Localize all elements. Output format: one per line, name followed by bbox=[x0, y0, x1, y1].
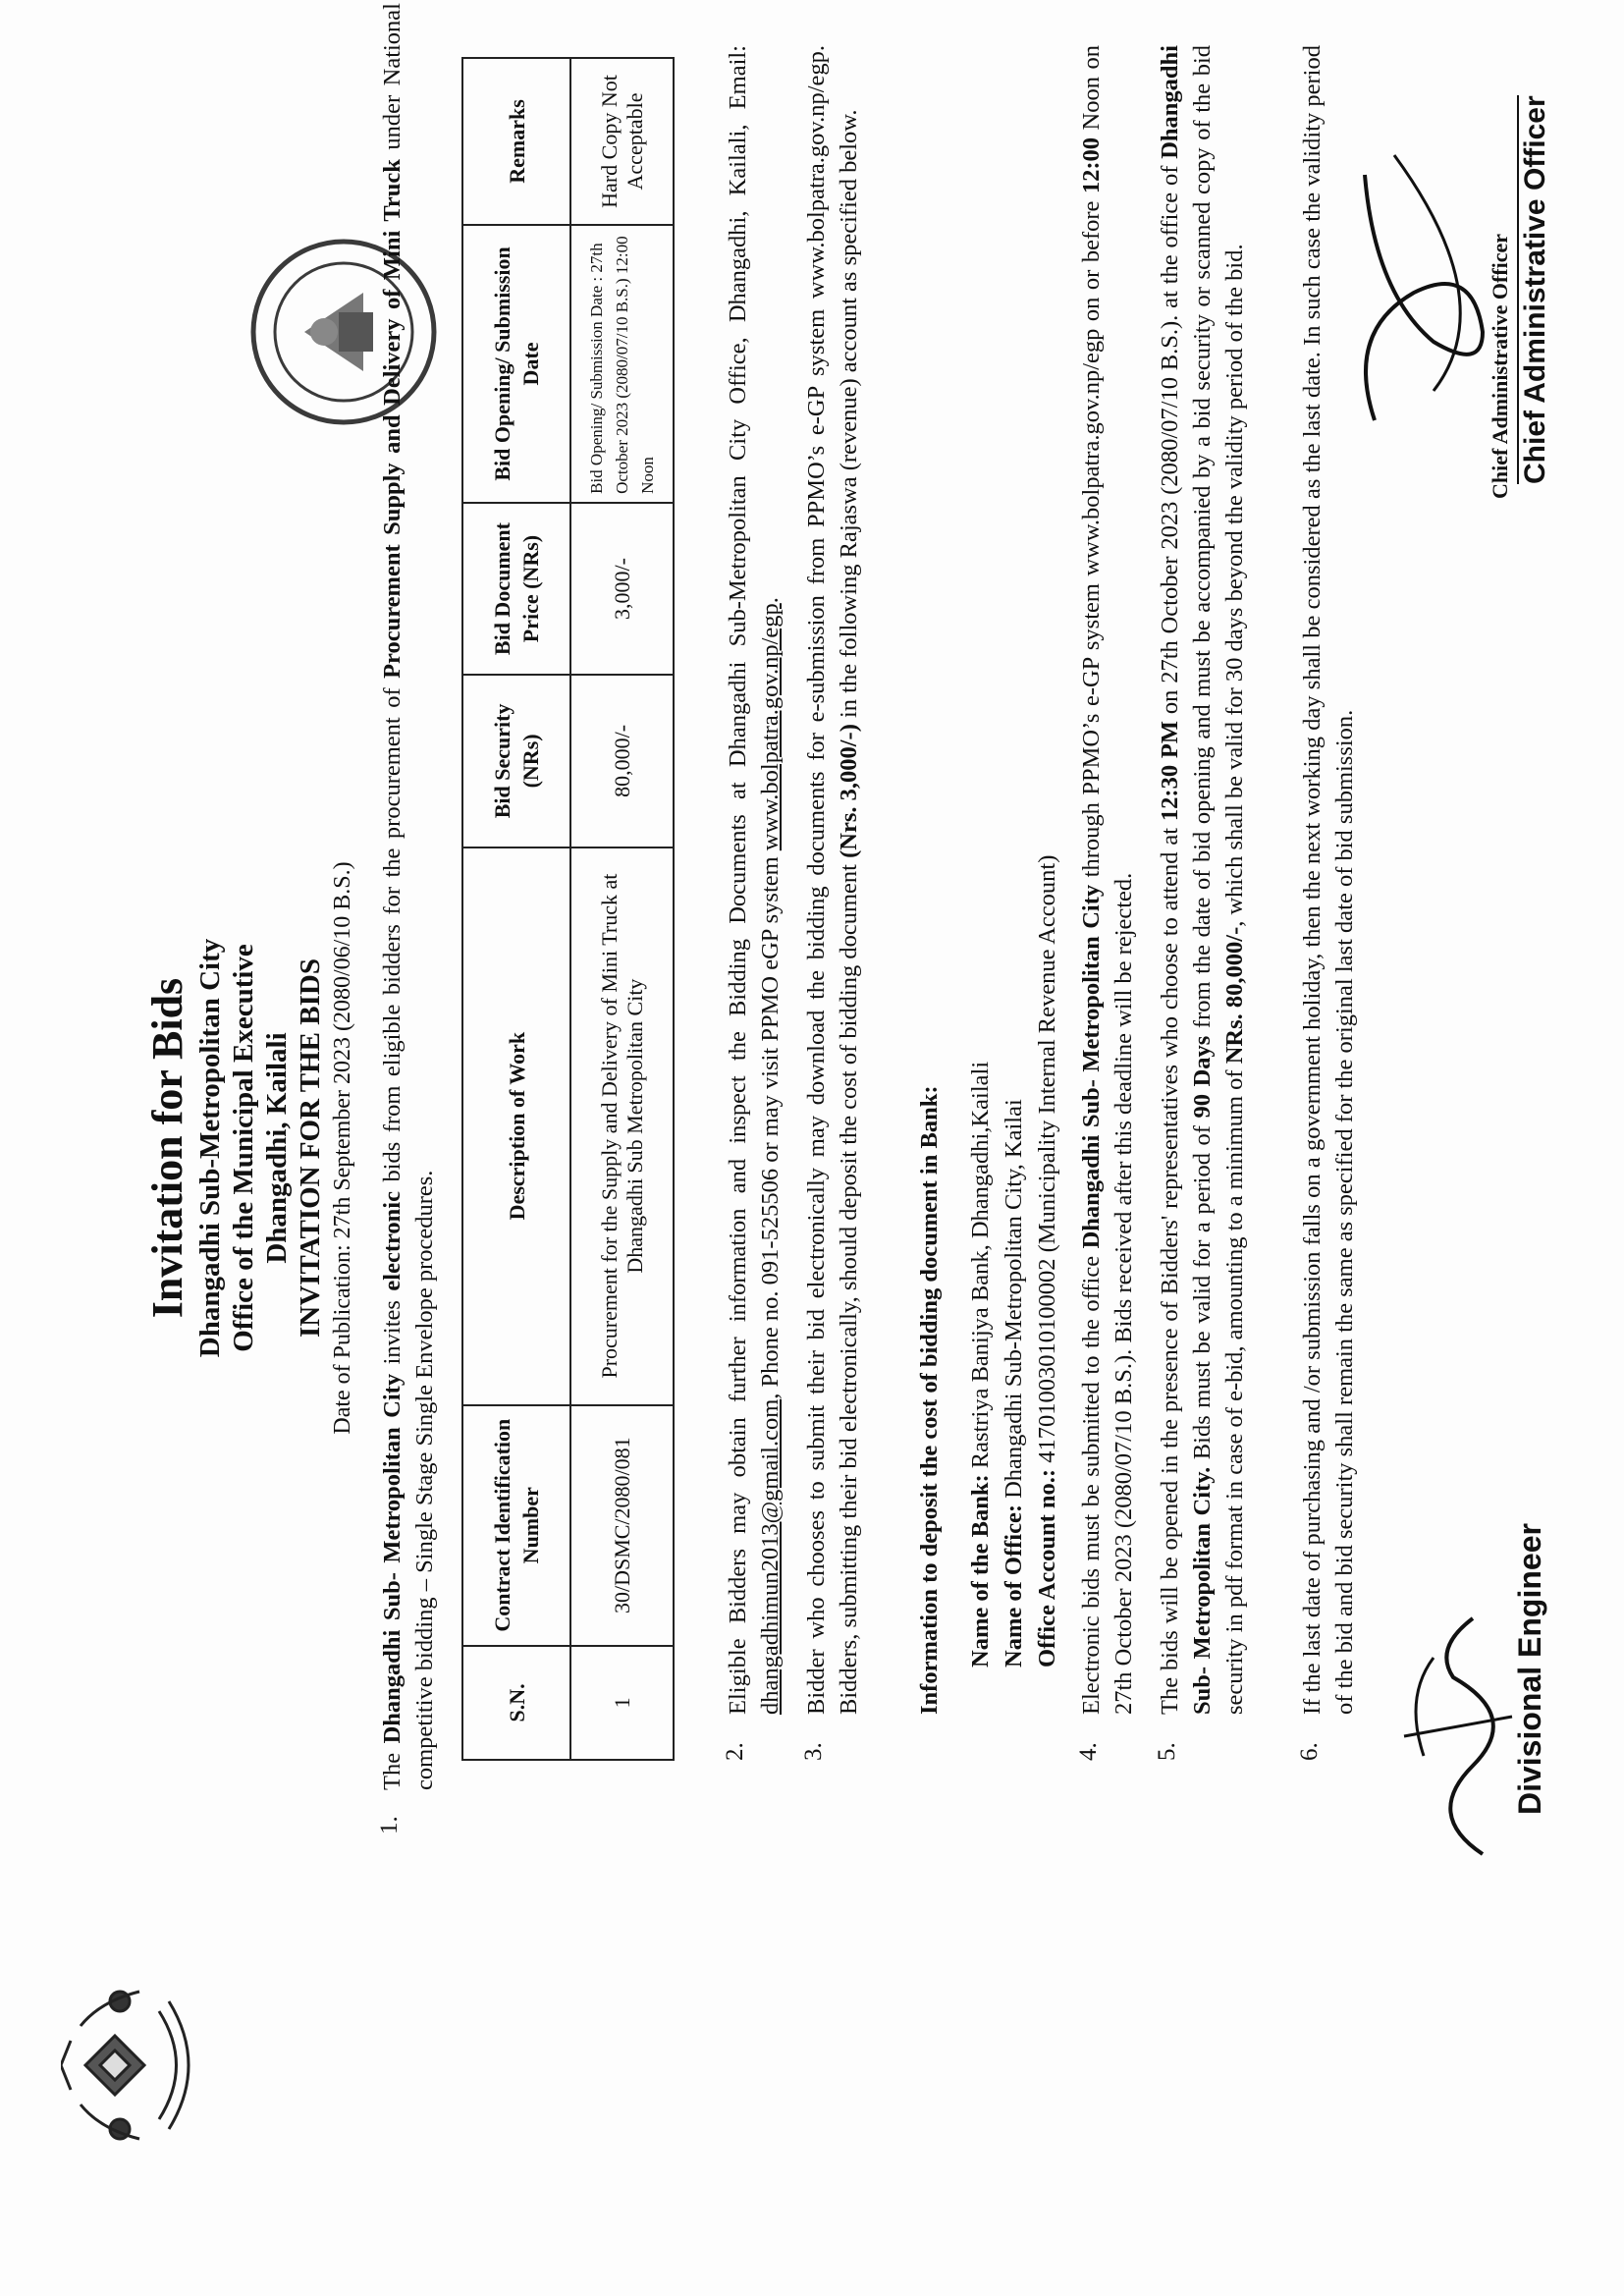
item-2-number: 2. bbox=[722, 1742, 748, 1761]
column-header: Contract Identification Number bbox=[462, 1405, 570, 1646]
header-line-2: Office of the Municipal Executive bbox=[228, 944, 259, 1352]
item-6-text: If the last date of purchasing and /or submission falls on a government holiday, then the next working day shall be considered as the last date. In such case the validity period of the bid and bid security shall remain the same as specified for the original last date of bid submission. bbox=[1299, 45, 1358, 1715]
item-3-text: Bidder who chooses to submit their bid electronically may download the bidding documents for e-submission from PPMO’s e-GP system www.bolpatra.gov.np/egp. Bidders, submitting their bid electronically, should deposit the cost of bidding document (Nrs. 3,000/-) in the following Rajaswa (revenue) account as specified below. bbox=[803, 45, 862, 1715]
item-1-number: 1. bbox=[376, 1816, 403, 1834]
cell-date: Bid Opening/ Submission Date : 27th October 2023 (2080/07/10 B.S.) 12:00 Noon bbox=[570, 225, 674, 503]
header-line-1: Dhangadhi Sub-Metropolitan City bbox=[194, 938, 226, 1358]
left-signature-icon bbox=[1365, 1579, 1522, 1874]
item-4-text: Electronic bids must be submitted to the office Dhangadhi Sub- Metropolitan City through PPMO’s e-GP system www.bolpatra.gov.np/egp on or before 12:00 Noon on 27th October 2023 (2080/07/10 B.S.). Bids received after this deadline will be rejected. bbox=[1078, 44, 1137, 1715]
cell-contract-id: 30/DSMC/2080/081 bbox=[570, 1405, 674, 1646]
bank-name: Name of the Bank: Rastriya Banijya Bank, Dhangadhi,Kailali bbox=[967, 1061, 994, 1667]
page-title: Invitation for Bids bbox=[143, 977, 191, 1319]
cell-doc-price: 3,000/- bbox=[570, 503, 674, 675]
cell-sn: 1 bbox=[570, 1646, 674, 1760]
header-line-3: Dhangadhi, Kailali bbox=[261, 1032, 293, 1264]
right-signature-title: Chief Administrative Officer bbox=[1519, 95, 1551, 484]
column-header: S.N. bbox=[462, 1646, 570, 1760]
egp-link[interactable]: www.bolpatra.gov.np/egp bbox=[757, 603, 784, 851]
cell-description: Procurement for the Supply and Delivery of Mini Truck at Dhangadhi Sub Metropolitan City bbox=[570, 847, 674, 1405]
right-signature-icon bbox=[1335, 136, 1512, 450]
header-line-4: INVITATION FOR THE BIDS bbox=[295, 958, 326, 1338]
item-6-number: 6. bbox=[1296, 1742, 1323, 1761]
email-link[interactable]: dhangadhimun2013@gmail.com bbox=[757, 1398, 784, 1715]
item-5-number: 5. bbox=[1154, 1742, 1180, 1761]
bank-heading: Information to deposit the cost of bidding document in Bank: bbox=[916, 1085, 943, 1715]
cell-remarks: Hard Copy Not Acceptable bbox=[570, 58, 674, 225]
column-header: Description of Work bbox=[462, 847, 570, 1405]
item-4-number: 4. bbox=[1075, 1742, 1102, 1761]
item-3-number: 3. bbox=[800, 1742, 827, 1761]
column-header: Bid Document Price (NRs) bbox=[462, 503, 570, 675]
bank-account: Office Account no.: 41701003010100002 (Municipality Internal Revenue Account) bbox=[1034, 854, 1060, 1667]
item-1-text: The Dhangadhi Sub- Metropolitan City invites electronic bids from eligible bidders for the procurement of Procurement Supply and Delivery of Mini Truck under National competitive bidding – Single Stage Single Envelope procedures. bbox=[379, 3, 438, 1790]
bank-office: Name of Office: Dhangadhi Sub-Metropolitan City, Kailai bbox=[1001, 1099, 1027, 1667]
item-5-text: The bids will be opened in the presence of Bidders' representatives who choose to attend at 12:30 PM on 27th October 2023 (2080/07/10 B.S.). at the office of Dhangadhi Sub- Metropolitan City. Bids must be valid for a period of 90 Days from the date of bid opening and must be accompanied by a bid security or scanned copy of the bid security in pdf format in case of e-bid, amounting to a minimum of NRs. 80,000/-, which shall be valid for 30 days beyond the validity period of the bid. bbox=[1157, 44, 1248, 1715]
right-signature-title-handwritten: Chief Administrative Officer bbox=[1488, 233, 1512, 499]
left-signature-title: Divisional Engineer bbox=[1512, 1523, 1547, 1815]
table-header-row bbox=[462, 58, 570, 1760]
column-header: Remarks bbox=[462, 58, 570, 225]
item-2-text: Eligible Bidders may obtain further information and inspect the Bidding Documents at Dhangadhi Sub-Metropolitan City Office, Dhangadhi, Kailali, Email: dhangadhimun2013@gmail.com, Phone no. 091-525506 or may visit PPMO eGP system www.bolpatra.gov.np/egp. bbox=[725, 45, 784, 1715]
cell-bid-security: 80,000/- bbox=[570, 675, 674, 847]
publication-date: Date of Publication: 27th September 2023 (2080/06/10 B.S.) bbox=[330, 861, 355, 1435]
column-header: Bid Opening/ Submission Date bbox=[462, 225, 570, 503]
bids-table bbox=[461, 57, 675, 1761]
column-header: Bid Security (NRs) bbox=[462, 675, 570, 847]
table-row bbox=[570, 58, 674, 1760]
